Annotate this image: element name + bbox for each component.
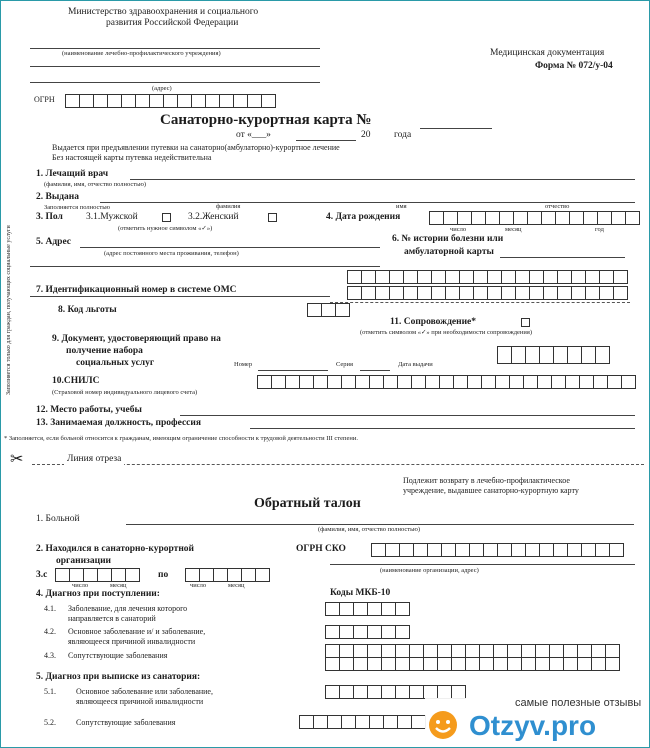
birthdate-cells[interactable] bbox=[430, 211, 640, 225]
field7-label: 7. Идентификационный номер в системе ОМС bbox=[36, 285, 237, 295]
field5-hint: (адрес постоянного места проживания, телефон) bbox=[104, 250, 239, 257]
smiley-icon bbox=[425, 708, 461, 742]
field6-line2: амбулаторной карты bbox=[404, 247, 494, 257]
card-title: Санаторно-курортная карта № bbox=[160, 112, 372, 128]
code42-cells[interactable] bbox=[326, 625, 410, 639]
diag51-line1: Основное заболевание или заболевание, bbox=[76, 687, 213, 696]
month-hint: месяц bbox=[505, 226, 522, 233]
field9-line2: получение набора bbox=[66, 346, 143, 356]
field4-label: 4. Дата рождения bbox=[326, 212, 401, 222]
field9-line1: 9. Документ, удостоверяющий право на bbox=[52, 334, 221, 344]
position-line[interactable] bbox=[250, 428, 635, 429]
number-hint: Номер bbox=[234, 361, 253, 368]
watermark-logo bbox=[425, 698, 645, 744]
ministry-line2: развития Российской Федерации bbox=[106, 18, 239, 28]
patronymic-hint: отчество bbox=[545, 203, 570, 210]
issued-note: Выдается при предъявлении путевки на санаторно(амбулаторно)-курортное лечение bbox=[52, 143, 340, 152]
field6-line1: 6. № истории болезни или bbox=[392, 234, 504, 244]
field11-hint: (отметить символом «✓» при необходимости сопровождения) bbox=[360, 329, 532, 336]
watermark-tagline: самые полезные отзывы bbox=[515, 697, 642, 709]
doc-type: Медицинская документация bbox=[490, 48, 605, 58]
code52-cells[interactable] bbox=[300, 715, 426, 729]
num-4-1: 4.1. bbox=[44, 604, 56, 613]
from-day-hint: число bbox=[72, 582, 89, 589]
field8-label: 8. Код льготы bbox=[58, 305, 117, 315]
field10-label: 10.СНИЛС bbox=[52, 376, 100, 386]
scissors-icon: ✂ bbox=[10, 451, 24, 468]
ministry-line1: Министерство здравоохранения и социального bbox=[68, 7, 259, 17]
stay-to-cells[interactable] bbox=[186, 568, 270, 582]
stub2-line2: организации bbox=[56, 556, 112, 566]
male-checkbox[interactable] bbox=[162, 213, 171, 222]
year-num: 20 bbox=[361, 130, 371, 140]
male-option: 3.1.Мужской bbox=[86, 212, 138, 222]
field5-label: 5. Адрес bbox=[36, 237, 71, 247]
institution-line-2 bbox=[30, 66, 320, 67]
oms-cells[interactable] bbox=[348, 286, 628, 300]
card-number-line bbox=[420, 128, 492, 129]
female-option: 3.2.Женский bbox=[188, 212, 239, 222]
form-number: Форма № 072/у-04 bbox=[535, 61, 613, 71]
field2-label: 2. Выдана bbox=[36, 192, 80, 202]
doc-series-line[interactable] bbox=[360, 370, 390, 371]
stub-title: Обратный талон bbox=[254, 496, 361, 511]
icd-codes-header: Коды МКБ-10 bbox=[330, 588, 391, 598]
year-hint: год bbox=[595, 226, 604, 233]
female-checkbox[interactable] bbox=[268, 213, 277, 222]
ogrn-label: ОГРН bbox=[34, 95, 55, 104]
stub4-label: 4. Диагноз при поступлении: bbox=[36, 589, 160, 599]
code43-cells[interactable] bbox=[326, 644, 620, 658]
issue-date-hint: Дата выдачи bbox=[398, 361, 433, 368]
organization-line[interactable] bbox=[330, 564, 635, 565]
stub1-label: 1. Больной bbox=[36, 514, 80, 524]
patient-line[interactable] bbox=[126, 524, 634, 525]
num-5-2: 5.2. bbox=[44, 718, 56, 727]
day-hint: число bbox=[450, 226, 467, 233]
year-word: года bbox=[394, 130, 412, 140]
stub2-line1: 2. Находился в санаторно-курортной bbox=[36, 544, 195, 554]
diag42-line2: являющееся причиной инвалидности bbox=[68, 637, 196, 646]
address-line bbox=[30, 82, 320, 83]
doc-number-line[interactable] bbox=[258, 370, 328, 371]
escort-checkbox[interactable] bbox=[521, 318, 530, 327]
diag41-line1: Заболевание, для лечения которого bbox=[68, 604, 188, 613]
field9-line3: социальных услуг bbox=[76, 358, 155, 368]
issue-date-cells[interactable] bbox=[498, 346, 610, 364]
code41-cells[interactable] bbox=[326, 602, 410, 616]
side-note: Заполняется только для граждан, получающих социальные услуги bbox=[6, 225, 12, 395]
num-5-1: 5.1. bbox=[44, 687, 56, 696]
address-hint: (адрес) bbox=[152, 85, 172, 92]
num-4-3: 4.3. bbox=[44, 651, 56, 660]
diag52: Сопутствующие заболевания bbox=[76, 718, 176, 727]
field1-line[interactable] bbox=[130, 179, 635, 180]
field1-label: 1. Лечащий врач bbox=[36, 169, 109, 179]
ogrn-sko-cells[interactable] bbox=[372, 543, 624, 557]
field12-label: 12. Место работы, учебы bbox=[36, 405, 142, 415]
history-number-line[interactable] bbox=[500, 257, 625, 258]
stub2-hint: (наименование организации, адрес) bbox=[380, 567, 479, 574]
invalid-note: Без настоящей карты путевка недействительна bbox=[52, 153, 212, 162]
diag41-line2: направляется в санаторий bbox=[68, 614, 156, 623]
return-note-line1: Подлежит возврату в лечебно-профилактическое bbox=[403, 476, 570, 485]
surname-hint: фамилия bbox=[216, 203, 241, 210]
field1-hint: (фамилия, имя, отчество полностью) bbox=[44, 181, 147, 188]
diag51-line2: являющееся причиной инвалидности bbox=[76, 697, 204, 706]
code43-cells-2[interactable] bbox=[326, 657, 620, 671]
field11-label: 11. Сопровождение* bbox=[390, 317, 477, 327]
return-note-line2: учреждение, выдавшее санаторно-курортную карту bbox=[403, 486, 579, 495]
stub5-label: 5. Диагноз при выписке из санатория: bbox=[36, 672, 201, 682]
diag42-line1: Основное заболевание и/ и заболевание, bbox=[68, 627, 206, 636]
workplace-line[interactable] bbox=[180, 415, 635, 416]
code51-cells[interactable] bbox=[326, 685, 466, 699]
institution-line bbox=[30, 48, 320, 49]
field10-hint: (Страховой номер индивидуального лицевого счета) bbox=[52, 389, 198, 396]
institution-hint: (наименование лечебно-профилактического учреждения) bbox=[62, 50, 221, 57]
stay-from-cells[interactable] bbox=[56, 568, 140, 582]
address-field-line[interactable] bbox=[80, 247, 380, 248]
ogrn-sko-label: ОГРН СКО bbox=[296, 544, 346, 554]
series-hint: Серия bbox=[336, 361, 354, 368]
benefit-code-cells[interactable] bbox=[308, 303, 350, 317]
num-4-2: 4.2. bbox=[44, 627, 56, 636]
stub3-label: 3.с bbox=[36, 570, 48, 580]
date-from: от «___» bbox=[236, 130, 271, 140]
to-month-hint: месяц bbox=[228, 582, 245, 589]
stay-to-label: по bbox=[158, 570, 169, 580]
field2-hint: Заполняется полностью bbox=[44, 204, 111, 211]
field3-label: 3. Пол bbox=[36, 212, 63, 222]
cut-line-label: Линия отреза bbox=[64, 455, 124, 465]
field7-dashline bbox=[330, 302, 630, 303]
address-field-line-2[interactable] bbox=[30, 266, 380, 267]
watermark-brand: Otzyv.pro bbox=[469, 710, 597, 741]
from-month-hint: месяц bbox=[110, 582, 127, 589]
field3-hint: (отметить нужное символом «✓») bbox=[118, 225, 213, 232]
oms-cells-top[interactable] bbox=[348, 270, 628, 284]
name-hint: имя bbox=[396, 203, 407, 210]
date-month-line bbox=[296, 140, 356, 141]
snils-cells[interactable] bbox=[258, 375, 636, 389]
diag43: Сопутствующие заболевания bbox=[68, 651, 168, 660]
field13-label: 13. Занимаемая должность, профессия bbox=[36, 418, 201, 428]
field7-underline bbox=[30, 296, 330, 297]
footnote: * Заполняется, если больной относится к гражданам, имеющим ограничение способности к трудовой деятельности III степени. bbox=[4, 435, 358, 442]
to-day-hint: число bbox=[190, 582, 207, 589]
ogrn-cells[interactable] bbox=[66, 94, 276, 108]
stub1-hint: (фамилия, имя, отчество полностью) bbox=[318, 526, 421, 533]
